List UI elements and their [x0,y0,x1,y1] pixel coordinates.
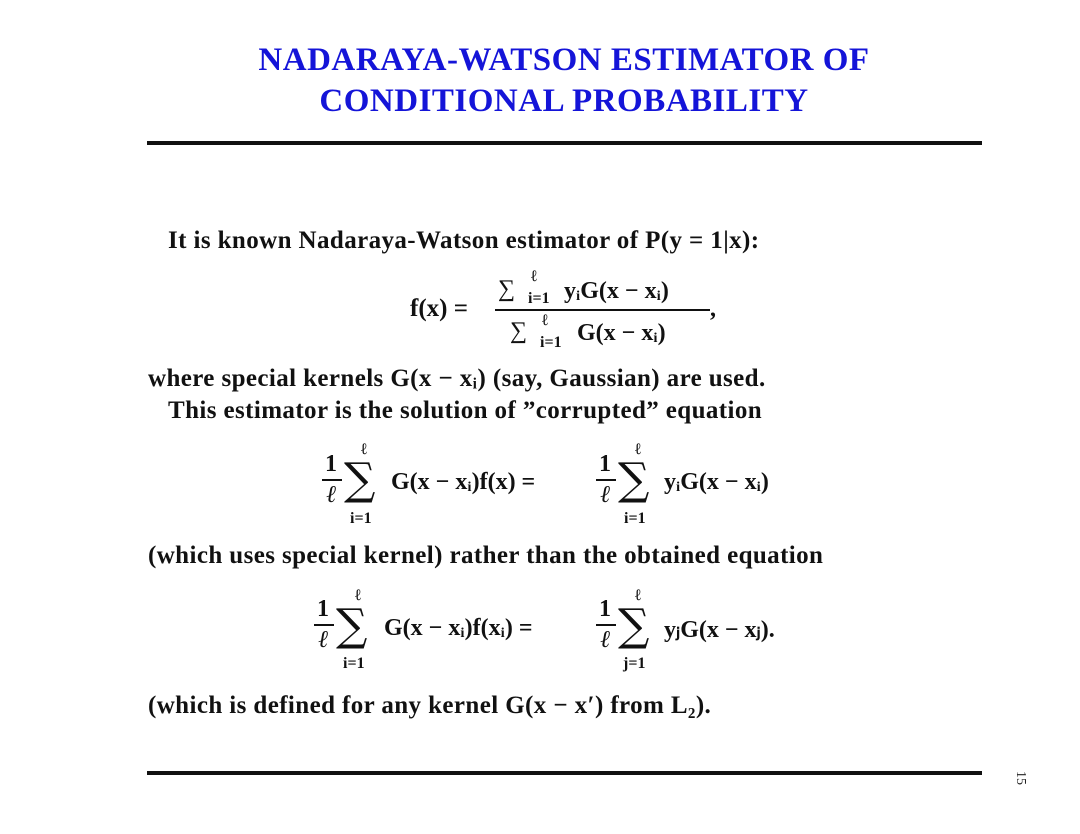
eq2-sum2-top: ℓ [635,441,641,458]
eq2-frac1-num: 1 [325,451,337,477]
eq3-sum1-top: ℓ [355,587,361,604]
eq2-frac1-den: ℓ [326,482,336,508]
eq3-frac1-den: ℓ [318,627,328,653]
eq3-frac2-bar [596,624,616,626]
title-line-1: NADARAYA-WATSON ESTIMATOR OF [258,42,870,78]
intro-text: It is known Nadaraya-Watson estimator of P(y = 1|x): [168,227,760,254]
eq1-numerator: yᵢG(x − xᵢ) [564,278,669,304]
eq1-denominator: G(x − xᵢ) [577,320,666,346]
eq2-frac2-num: 1 [599,451,611,477]
bottom-rule [147,771,982,775]
eq3-sum1-bottom: i=1 [343,655,365,672]
slide-title [0,40,1080,122]
defined-kernel-text: (which is defined for any kernel G(x − x′) from L₂). [148,692,712,719]
eq3-sum2-icon: ∑ [618,600,650,651]
eq1-den-sum-icon: ∑ [510,318,528,344]
eq3-sum2-bottom: j=1 [623,655,646,672]
eq2-sum1-bottom: i=1 [350,510,372,527]
eq1-den-limit-top: ℓ [542,312,548,329]
eq2-sum1-icon: ∑ [344,454,376,505]
eq1-den-limit-bottom: i=1 [540,334,562,351]
eq3-sum2-top: ℓ [635,587,641,604]
eq2-frac2-bar [596,479,616,481]
special-kernel-text: (which uses special kernel) rather than the obtained equation [148,542,824,569]
eq2-sum2-bottom: i=1 [624,510,646,527]
solution-text: This estimator is the solution of ”corrupted” equation [168,397,763,424]
eq2-right: yᵢG(x − xᵢ) [664,469,769,495]
eq3-right: yⱼG(x − xⱼ). [664,617,775,643]
eq1-lhs: f(x) = [410,295,468,322]
eq3-frac2-num: 1 [599,596,611,622]
eq1-fraction-bar [495,309,710,311]
eq1-trail: , [710,296,716,322]
eq2-frac1-bar [322,479,342,481]
eq1-num-sum-icon: ∑ [498,276,516,302]
eq1-num-limit-bottom: i=1 [528,290,550,307]
eq2-left: G(x − xᵢ)f(x) = [391,469,536,495]
eq3-frac2-den: ℓ [600,627,610,653]
eq1-num-limit-top: ℓ [531,268,537,285]
eq2-sum1-top: ℓ [361,441,367,458]
page-number: 15 [1013,771,1028,785]
eq3-frac1-num: 1 [317,596,329,622]
eq3-sum1-icon: ∑ [336,600,368,651]
top-rule [147,141,982,145]
eq2-sum2-icon: ∑ [618,454,650,505]
kernels-text: where special kernels G(x − xᵢ) (say, Gaussian) are used. [148,365,766,392]
eq3-frac1-bar [314,624,334,626]
title-line-2: CONDITIONAL PROBABILITY [319,83,809,119]
eq2-frac2-den: ℓ [600,482,610,508]
eq3-left: G(x − xᵢ)f(xᵢ) = [384,615,533,641]
